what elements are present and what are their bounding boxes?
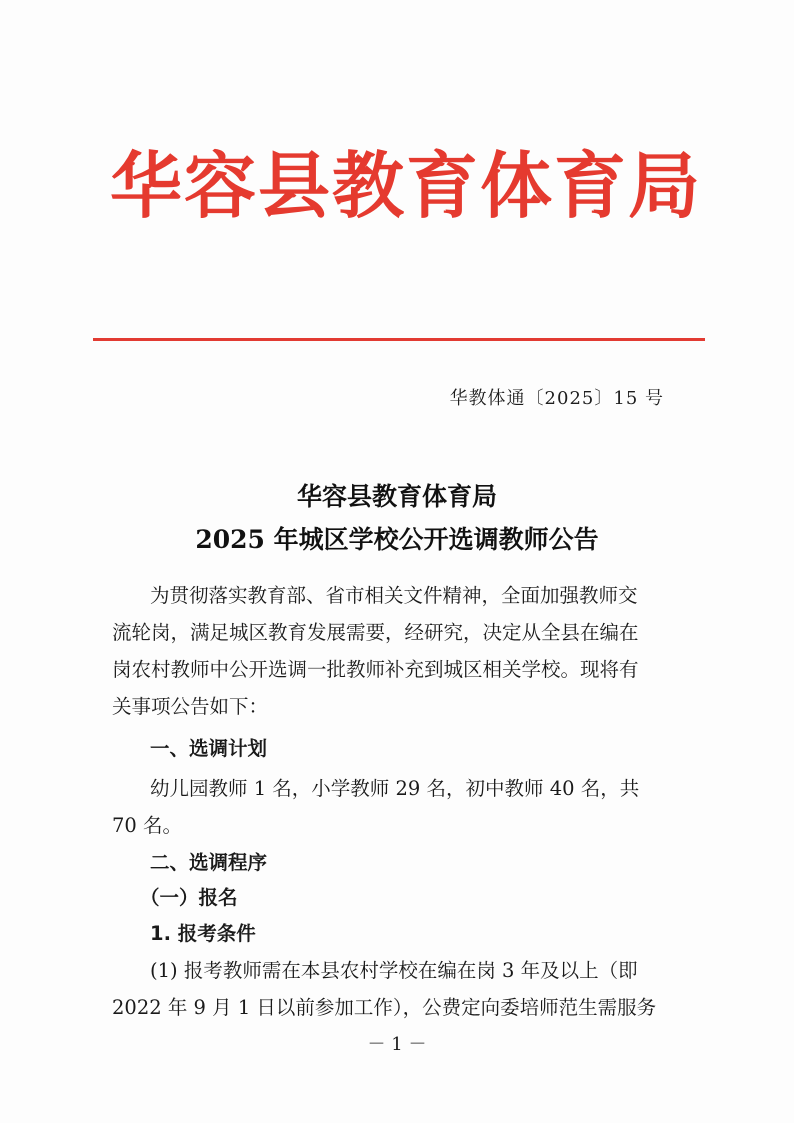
document-number: 华教体通〔2025〕15 号 [449,388,664,409]
intro-line-2: 流轮岗，满足城区教育发展需要，经研究，决定从全县在编在 [112,621,639,644]
title-line-2: 2025 年城区学校公开选调教师公告 [195,525,599,554]
red-separator-line [93,338,705,341]
section-1-line-1: 幼儿园教师 1 名，小学教师 29 名，初中教师 40 名，共 [150,777,640,800]
section-1-heading: 一、选调计划 [150,737,268,760]
agency-red-header: 华容县教育体育局 [110,144,703,228]
page-number: － 1 － [367,1034,427,1055]
section-2-heading: 二、选调程序 [150,851,268,874]
section-1-line-2: 70 名。 [112,814,183,837]
item-1-heading: 1. 报考条件 [150,922,256,945]
intro-line-1: 为贯彻落实教育部、省市相关文件精神，全面加强教师交 [150,584,638,607]
item-1-line-2: 2022 年 9 月 1 日以前参加工作），公费定向委培师范生需服务 [112,996,657,1019]
intro-line-3: 岗农村教师中公开选调一批教师补充到城区相关学校。现将有 [112,658,639,681]
item-1-line-1: (1) 报考教师需在本县农村学校在编在岗 3 年及以上（即 [150,959,638,982]
title-line-1: 华容县教育体育局 [296,482,497,511]
subsection-1-heading: （一）报名 [140,886,238,909]
intro-line-4: 关事项公告如下： [112,695,269,718]
